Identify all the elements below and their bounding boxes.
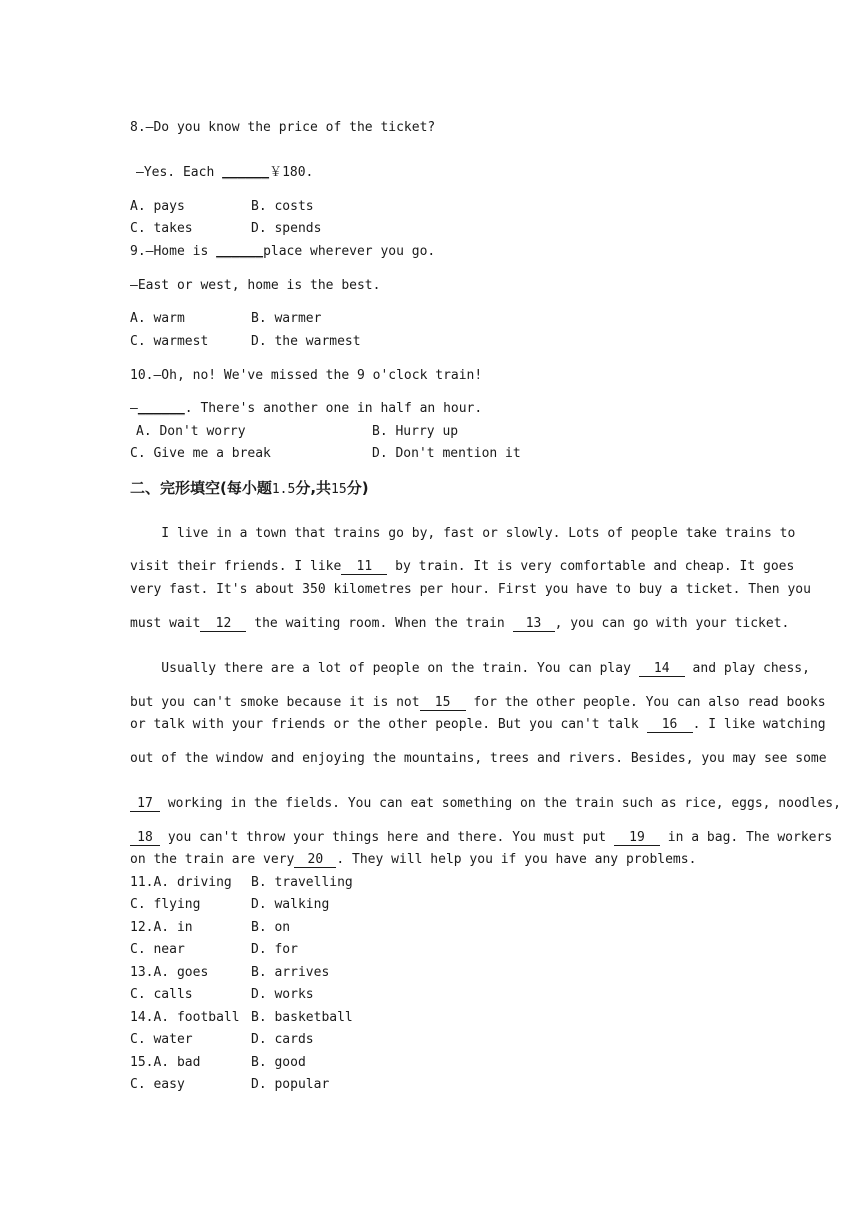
passage-line [130,717,826,733]
blank-11: 11 [341,559,387,575]
stem-text: place wherever you go. [263,244,436,259]
cloze-option-left: C. near [130,942,185,957]
cloze-option-right: D. walking [251,897,330,912]
cloze-option-left: 11.A. driving [130,875,232,890]
reply-text: ￥180. [269,165,314,180]
cloze-option-right: D. for [251,942,298,957]
passage-line [130,661,810,677]
reply-text: —Yes. Each [136,165,223,180]
blank-18: 18 [130,830,160,846]
cloze-option-right: B. basketball [251,1010,353,1025]
passage-line [130,559,794,575]
option-c: C. takes [130,221,193,236]
cloze-option-left: C. calls [130,987,193,1002]
passage-text: you can't throw your things here and there. You must put [160,830,614,845]
option-a: A. warm [130,311,185,326]
answer-blank: ______ [216,244,264,259]
section-heading [130,478,369,500]
passage-text: on the train are very [130,852,295,867]
blank-17: 17 [130,796,160,812]
heading-number: 1.5 [271,482,296,497]
blank-20: 20 [294,852,336,868]
option-a: A. pays [130,199,185,214]
passage-line [130,830,832,846]
passage-line: I live in a town that trains go by, fast or slowly. Lots of people take trains to [130,526,796,541]
passage-text: Usually there are a lot of people on the train. You can play [130,661,639,676]
cloze-option-right: B. travelling [251,875,353,890]
cloze-option-left: 12.A. in [130,920,193,935]
passage-line [130,852,696,868]
passage-text: in a bag. The workers [659,830,833,845]
option-a: A. Don't worry [136,424,246,439]
reply-text: . There's another one in half an hour. [184,401,483,416]
option-b: B. costs [251,199,314,214]
question-10-reply [130,401,482,417]
reply-text: — [130,401,138,416]
blank-12: 12 [200,616,246,632]
question-9-stem [130,244,435,260]
passage-line: very fast. It's about 350 kilometres per hour. First you have to buy a ticket. Then you [130,582,811,597]
passage-text: and play chess, [684,661,810,676]
blank-15: 15 [420,695,466,711]
passage-line [130,796,841,812]
answer-blank: ______ [222,165,270,180]
option-d: D. Don't mention it [372,446,521,461]
passage-text: visit their friends. I like [130,559,342,574]
passage-text: but you can't smoke because it is not [130,695,420,710]
blank-16: 16 [647,717,693,733]
option-d: D. the warmest [251,334,361,349]
option-b: B. Hurry up [372,424,459,439]
option-c: C. Give me a break [130,446,271,461]
heading-text: 分,共 [295,479,332,497]
cloze-option-right: D. works [251,987,314,1002]
passage-text: the waiting room. When the train [246,616,513,631]
passage-line [130,695,826,711]
question-8-stem: 8.—Do you know the price of the ticket? [130,120,436,135]
heading-text: 二、完形填空(每小题 [130,479,272,497]
passage-text: working in the fields. You can eat something on the train such as rice, eggs, noodles, [160,796,841,811]
passage-text: . I like watching [692,717,826,732]
passage-line [130,616,789,632]
cloze-option-left: C. water [130,1032,193,1047]
question-9-reply: —East or west, home is the best. [130,278,381,293]
cloze-option-left: C. easy [130,1077,185,1092]
cloze-option-left: 14.A. football [130,1010,240,1025]
cloze-option-right: B. on [251,920,291,935]
blank-13: 13 [513,616,555,632]
passage-text: . They will help you if you have any problems. [336,852,697,867]
question-8-reply [136,165,313,181]
passage-text: or talk with your friends or the other people. But you can't talk [130,717,647,732]
cloze-option-left: 15.A. bad [130,1055,201,1070]
heading-number: 15 [331,482,347,497]
cloze-option-right: B. arrives [251,965,330,980]
option-c: C. warmest [130,334,209,349]
answer-blank: ______ [137,401,185,416]
passage-text: , you can go with your ticket. [554,616,790,631]
blank-19: 19 [614,830,660,846]
cloze-option-left: 13.A. goes [130,965,209,980]
option-d: D. spends [251,221,322,236]
cloze-option-right: D. popular [251,1077,330,1092]
stem-text: 9.—Home is [130,244,217,259]
blank-14: 14 [639,661,685,677]
cloze-option-right: D. cards [251,1032,314,1047]
option-b: B. warmer [251,311,322,326]
passage-text: by train. It is very comfortable and cheap. It goes [387,559,795,574]
passage-line: out of the window and enjoying the mountains, trees and rivers. Besides, you may see some [130,751,827,766]
passage-text: must wait [130,616,201,631]
cloze-option-left: C. flying [130,897,201,912]
question-10-stem: 10.—Oh, no! We've missed the 9 o'clock train! [130,368,483,383]
cloze-option-right: B. good [251,1055,306,1070]
passage-text: for the other people. You can also read books [465,695,826,710]
heading-text: 分) [346,479,369,497]
